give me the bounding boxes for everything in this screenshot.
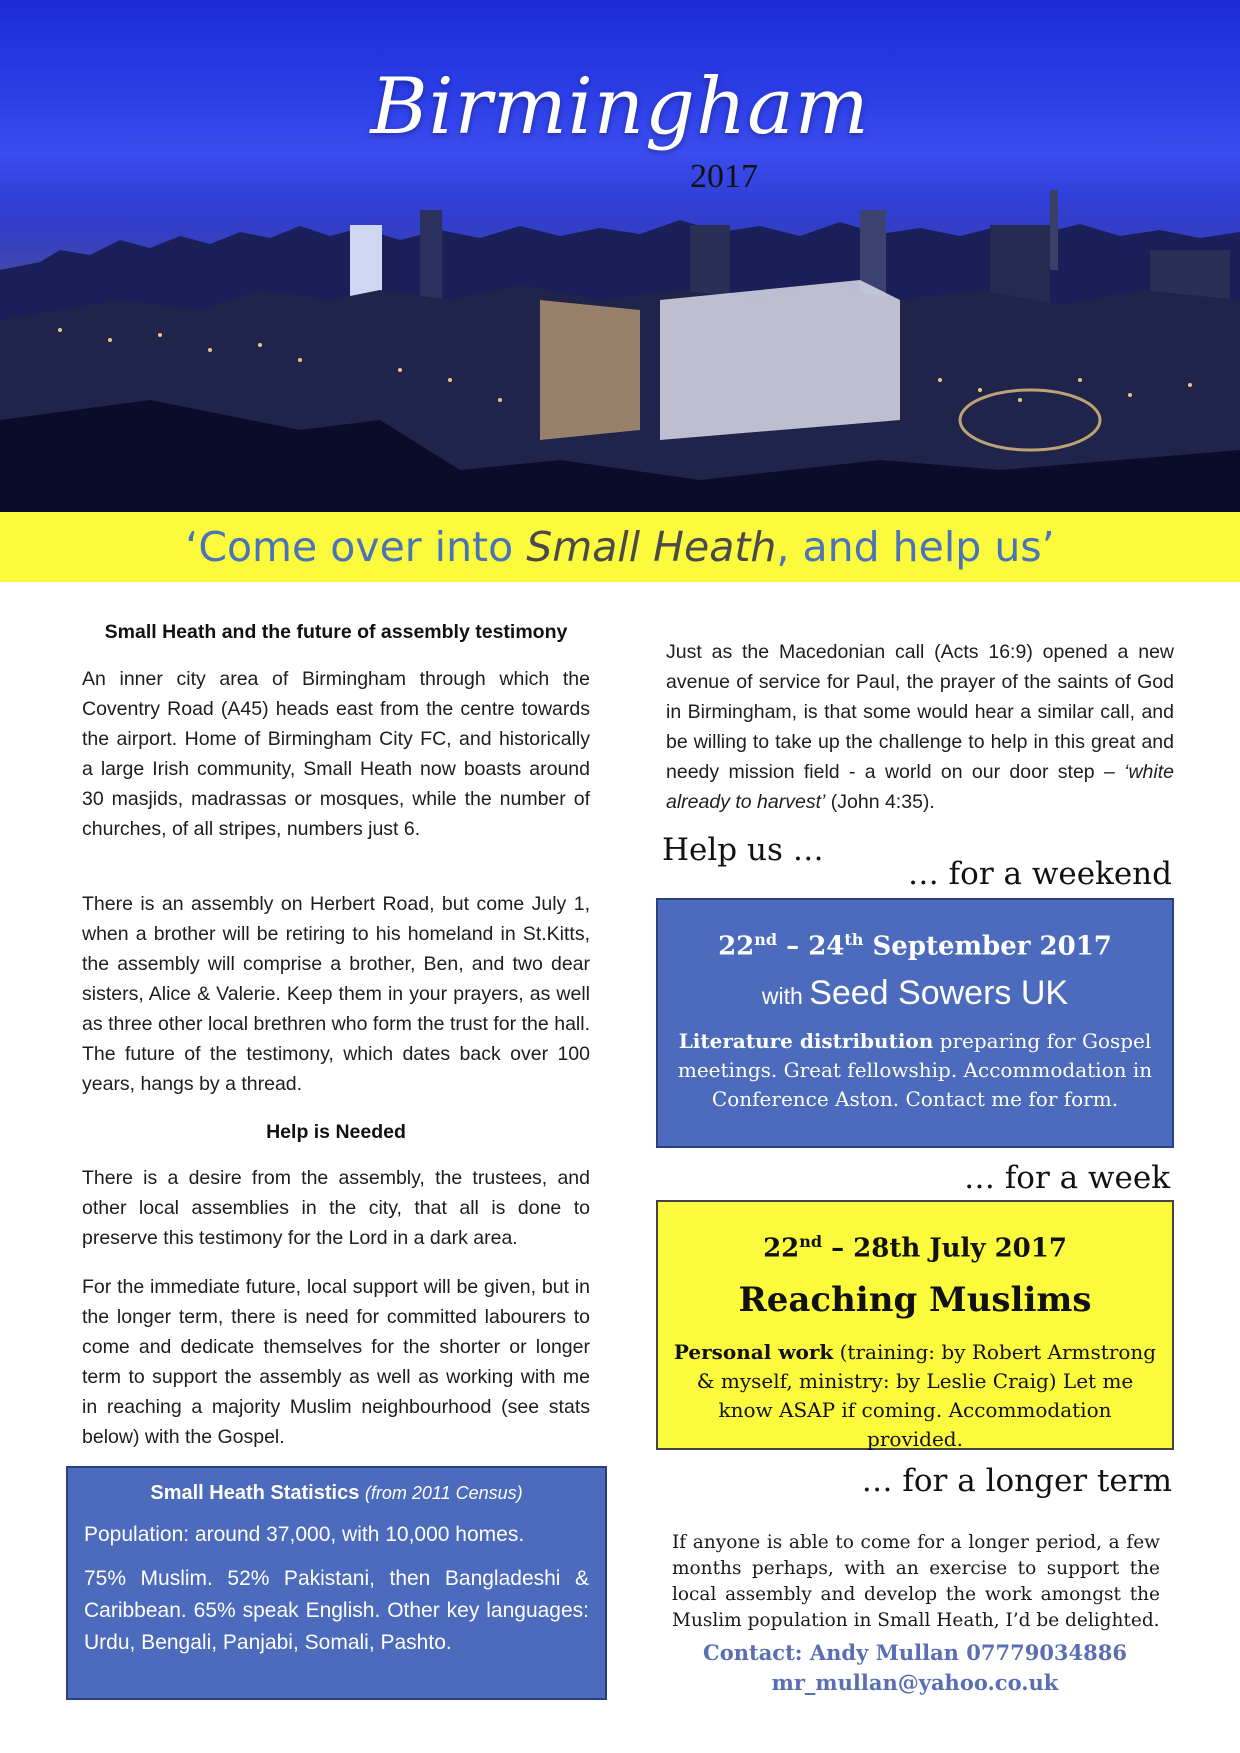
week-description <box>658 1338 1172 1454</box>
longer-term-paragraph: If anyone is able to come for a longer period, a few months perhaps, with an exercise to support the local assembly and develop the work amongst the Muslim population in Small Heath, I’d be delighted. <box>672 1532 1160 1631</box>
section-heading-help-needed: Help is Needed <box>266 1121 406 1143</box>
weekend-org-name: Seed Sowers UK <box>809 973 1069 1012</box>
contact-email-link[interactable]: mr_mullan@yahoo.co.uk <box>771 1670 1059 1695</box>
headline-text <box>185 523 1054 571</box>
paragraph-intro: An inner city area of Birmingham through which the Coventry Road (A45) heads east from the centre towards the airport. Home of Birmingham City FC, and historically a large Irish community, Small Heath now boasts around 30 masjids, madrassas or mosques, while the number of churches, of all stripes, numbers just 6. <box>82 668 590 840</box>
macedonian-text: Just as the Macedonian call (Acts 16:9) opened a new avenue of service for Paul, the prayer of the saints of God in Birmingham, is that some would hear a similar call, and be willing to take up the challenge to help in this great and needy mission field - a world on our door step – <box>666 641 1174 783</box>
weekend-date-start: 22 <box>718 931 755 962</box>
week-date-start-suffix: nd <box>799 1232 823 1251</box>
weekend-event-box <box>656 898 1174 1148</box>
paragraph-assembly: There is an assembly on Herbert Road, but come July 1, when a brother will be retiring to his homeland in St.Kitts, the assembly will comprise a brother, Ben, and two dear sisters, Alice & Valerie. Keep them in your prayers, as well as three other local brethren who form the trust for the hall. The future of the testimony, which dates back over 100 years, hangs by a thread. <box>82 893 590 1095</box>
weekend-month-year: September 2017 <box>863 931 1112 962</box>
weekend-dates <box>658 930 1172 962</box>
weekend-desc-rest: preparing for Gospel meetings. Great fellowship. Accommodation in Conference Aston. Contact me for form. <box>677 1028 1153 1111</box>
for-week-heading: … for a week <box>963 1160 1170 1196</box>
weekend-date-end: – 24 <box>777 931 845 962</box>
section-heading-future: Small Heath and the future of assembly testimony <box>104 621 568 643</box>
paragraph-desire: There is a desire from the assembly, the trustees, and other local assemblies in the city, that all is done to preserve this testimony for the Lord in a dark area. <box>82 1167 590 1249</box>
headline-emphasis: Small Heath <box>526 523 777 571</box>
harvest-quote: ‘white already to harvest’ <box>666 761 1174 813</box>
statistics-source: (from 2011 Census) <box>364 1483 523 1503</box>
page-year: 2017 <box>690 158 758 195</box>
week-desc-rest: (training: by Robert Armstrong & myself, ministry: by Leslie Craig) Let me know ASAP if coming. Accommodation provided. <box>696 1339 1157 1451</box>
week-title: Reaching Muslims <box>738 1279 1092 1320</box>
hero-cityscape-image <box>0 0 1240 512</box>
harvest-reference: (John 4:35). <box>825 791 935 813</box>
for-weekend-heading: … for a weekend <box>907 856 1172 892</box>
headline-banner <box>0 512 1240 582</box>
statistics-heading <box>84 1482 589 1505</box>
paragraph-macedonian-call <box>666 637 1174 817</box>
weekend-date-start-suffix: nd <box>754 930 778 949</box>
headline-post: , and help us’ <box>776 523 1055 571</box>
paragraph-future: For the immediate future, local support will be given, but in the longer term, there is need for committed labourers to come and dedicate themselves for the shorter or longer term to support the assembly as well as working with me in reaching a majority Muslim neighbourhood (see stats below) with the Gospel. <box>82 1276 590 1448</box>
statistics-box <box>66 1466 607 1700</box>
week-desc-bold: Personal work <box>673 1339 834 1364</box>
week-date-rest: – 28th July 2017 <box>822 1233 1067 1264</box>
statistics-demographics: 75% Muslim. 52% Pakistani, then Bangladeshi & Caribbean. 65% speak English. Other key languages: Urdu, Bengali, Panjabi, Somali, Pashto. <box>84 1567 589 1654</box>
contact-name-phone: Contact: Andy Mullan 07779034886 <box>703 1640 1127 1665</box>
week-dates <box>658 1232 1172 1264</box>
statistics-population: Population: around 37,000, with 10,000 homes. <box>84 1523 525 1546</box>
week-date-start: 22 <box>763 1233 800 1264</box>
page-title: Birmingham <box>370 62 870 152</box>
weekend-description <box>658 1027 1172 1114</box>
weekend-desc-bold: Literature distribution <box>678 1028 934 1053</box>
for-longer-heading: … for a longer term <box>861 1463 1172 1499</box>
weekend-date-end-suffix: th <box>844 930 864 949</box>
week-event-box <box>656 1200 1174 1450</box>
headline-pre: ‘Come over into <box>185 523 527 571</box>
weekend-organisation <box>658 974 1172 1013</box>
help-us-heading: Help us … <box>662 832 824 868</box>
weekend-with: with <box>761 982 810 1009</box>
statistics-title: Small Heath Statistics <box>150 1482 360 1504</box>
